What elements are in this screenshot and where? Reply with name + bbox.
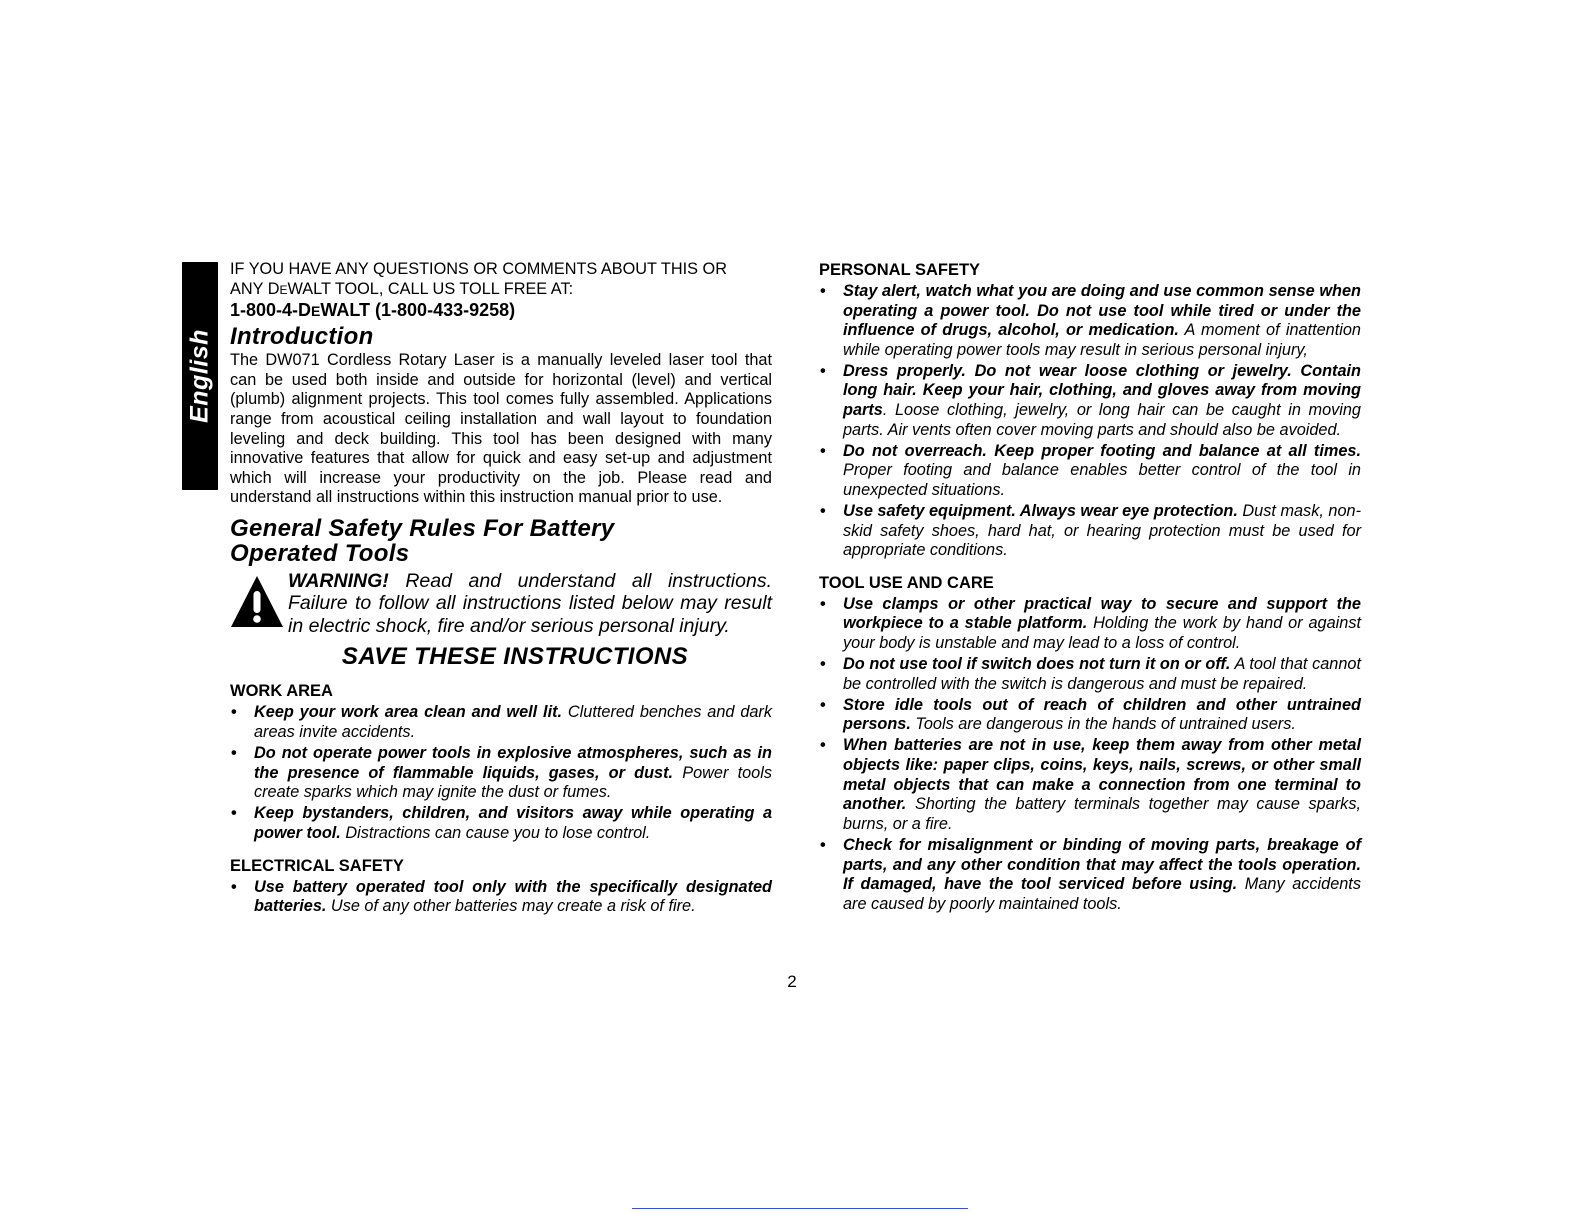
electrical-safety-title: ELECTRICAL SAFETY xyxy=(230,856,404,875)
contact-line-2: ANY DEWALT TOOL, CALL US TOLL FREE AT: xyxy=(230,279,574,298)
list-item: • Stay alert, watch what you are doing and use common sense when operating a power tool. Do not use tool while tired or under the influence of drugs, alcohol, or medication. A moment of inattention while operating power tools may result in serious personal injury, xyxy=(819,282,1361,360)
list-item: • Use battery operated tool only with the specifically designated batteries. Use of any other batteries may create a risk of fire. xyxy=(230,878,772,917)
warning-label: WARNING! xyxy=(288,569,389,592)
introduction-text: The DW071 Cordless Rotary Laser is a manually leveled laser tool that can be used both inside and outside for horizontal (level) and vertical (plumb) alignment projects. This tool comes fully assembled. Applications range from acoustical ceiling installation and wall layout to foundation leveling and deck building. This tool has been designed with many innovative features that allow for quick and easy set-up and adjustment which will increase your productivity on the job. Please read and understand all instructions within this instruction manual prior to use. xyxy=(230,351,772,507)
list-item: • Check for misalignment or binding of moving parts, breakage of parts, and any other condition that may affect the tools operation. If damaged, have the tool serviced before using. Many accidents are caused by poorly maintained tools. xyxy=(819,836,1361,914)
tool-use-title: TOOL USE AND CARE xyxy=(819,573,994,592)
list-item: • Dress properly. Do not wear loose clothing or jewelry. Contain long hair. Keep your hair, clothing, and gloves away from moving parts. Loose clothing, jewelry, or long hair can be caught in moving parts. Air vents often cover moving parts and should also be avoided. xyxy=(819,362,1361,440)
personal-safety-title: PERSONAL SAFETY xyxy=(819,261,981,279)
left-column xyxy=(230,260,772,918)
list-item: • Do not operate power tools in explosive atmospheres, such as in the presence of flammable liquids, gases, or dust. Power tools create sparks which may ignite the dust or fumes. xyxy=(230,744,772,803)
language-tab xyxy=(182,262,218,490)
contact-phone: 1-800-4-DEWALT (1-800-433-9258) xyxy=(230,300,516,321)
page-number: 2 xyxy=(787,972,797,991)
list-item: • When batteries are not in use, keep them away from other metal objects like: paper clips, coins, keys, nails, screws, or other small metal objects that can make a connection from one terminal to another. Shorting the battery terminals together may cause sparks, burns, or a fire. xyxy=(819,736,1361,834)
warning-text: Read and understand all instructions. Failure to follow all instructions listed below may result in electric shock, fire and/or serious personal injury. xyxy=(288,569,772,637)
list-item: • Keep bystanders, children, and visitors away while operating a power tool. Distractions can cause you to lose control. xyxy=(230,804,772,843)
list-item: • Use safety equipment. Always wear eye protection. Dust mask, non-skid safety shoes, hard hat, or hearing protection must be used for appropriate conditions. xyxy=(819,502,1361,561)
language-tab-label: English xyxy=(185,329,214,423)
contact-line-1: IF YOU HAVE ANY QUESTIONS OR COMMENTS ABOUT THIS OR xyxy=(230,260,727,278)
list-item: • Do not use tool if switch does not turn it on or off. A tool that cannot be controlled with the switch is dangerous and must be repaired. xyxy=(819,655,1361,694)
list-item: • Keep your work area clean and well lit. Cluttered benches and dark areas invite accidents. xyxy=(230,703,772,742)
list-item: • Do not overreach. Keep proper footing and balance at all times. Proper footing and balance enables better control of the tool in unexpected situations. xyxy=(819,442,1361,501)
personal-safety-list xyxy=(819,282,1361,561)
right-column xyxy=(819,260,1361,916)
save-instructions: SAVE THESE INSTRUCTIONS xyxy=(341,643,689,671)
introduction-heading: Introduction xyxy=(230,323,374,351)
electrical-safety-list xyxy=(230,878,772,917)
bottom-rule xyxy=(632,1208,968,1209)
warning-triangle-icon xyxy=(230,574,284,628)
tool-use-list xyxy=(819,595,1361,915)
work-area-list xyxy=(230,703,772,843)
list-item: • Use clamps or other practical way to secure and support the workpiece to a stable platform. Holding the work by hand or against your body is unstable and may lead to a loss of control. xyxy=(819,595,1361,654)
general-safety-heading: General Safety Rules For Battery Operated Tools xyxy=(230,514,615,567)
warning-block xyxy=(230,570,772,638)
list-item: • Store idle tools out of reach of children and other untrained persons. Tools are dangerous in the hands of untrained users. xyxy=(819,696,1361,735)
work-area-title: WORK AREA xyxy=(230,682,333,701)
